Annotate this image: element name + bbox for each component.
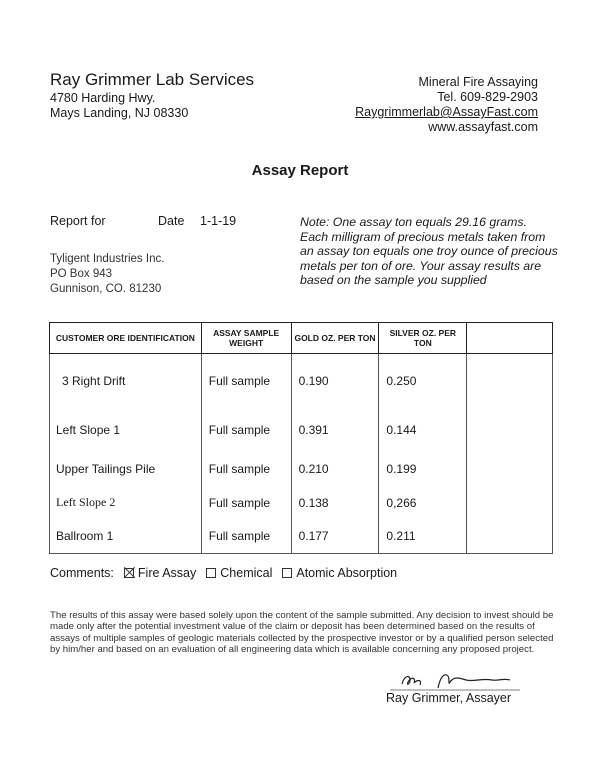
- weight-cell: Full sample: [201, 520, 291, 554]
- table-row: [50, 486, 553, 520]
- blank-cell: [467, 354, 553, 408]
- header-weight: ASSAY SAMPLE WEIGHT: [201, 323, 291, 354]
- weight-cell: Full sample: [201, 452, 291, 486]
- report-title: Assay Report: [251, 162, 349, 179]
- blank-cell: [467, 486, 553, 520]
- weight-cell: Full sample: [201, 408, 291, 452]
- header-ore-id: CUSTOMER ORE IDENTIFICATION: [50, 323, 202, 354]
- website: www.assayfast.com: [428, 120, 538, 134]
- gold-cell: 0.190: [291, 354, 379, 408]
- atomic-absorption-label: Atomic Absorption: [296, 566, 398, 580]
- table-row: [50, 452, 553, 486]
- gold-cell: 0.210: [291, 452, 379, 486]
- chemical-checkbox[interactable]: [206, 568, 216, 578]
- client-name: Tyligent Industries Inc.: [50, 253, 165, 265]
- weight-cell: Full sample: [201, 354, 291, 408]
- silver-cell: 0.250: [379, 354, 467, 408]
- table-header-row: [50, 323, 553, 354]
- fire-assay-label: Fire Assay: [137, 566, 197, 580]
- atomic-absorption-checkbox[interactable]: [282, 568, 292, 578]
- note-text: Note: One assay ton equals 29.16 grams. Each milligram of precious metals taken from an assay ton equals one troy ounce of precious metals per ton of ore. Your assay results are based on the sample you supplied: [300, 215, 558, 287]
- comments-section: [50, 566, 397, 580]
- silver-cell: 0.211: [379, 520, 467, 554]
- report-for-label: Report for: [50, 214, 106, 228]
- ore-id-cell: Left Slope 2: [50, 486, 202, 520]
- client-po-box: PO Box 943: [50, 268, 113, 280]
- service-line: Mineral Fire Assaying: [418, 75, 538, 89]
- ore-id-cell: 3 Right Drift: [50, 354, 202, 408]
- header-blank: [467, 323, 553, 354]
- blank-cell: [467, 520, 553, 554]
- ore-id-cell: Upper Tailings Pile: [50, 452, 202, 486]
- table-row: [50, 354, 553, 408]
- silver-cell: 0.144: [379, 408, 467, 452]
- header-silver: SILVER OZ. PER TON: [379, 323, 467, 354]
- company-city: Mays Landing, NJ 08330: [50, 106, 189, 120]
- table-row: [50, 408, 553, 452]
- date-label: Date: [158, 214, 185, 228]
- silver-cell: 0,266: [379, 486, 467, 520]
- gold-cell: 0.391: [291, 408, 379, 452]
- comments-label: Comments:: [50, 566, 114, 580]
- weight-cell: Full sample: [201, 486, 291, 520]
- email-link[interactable]: Raygrimmerlab@AssayFast.com: [355, 105, 538, 119]
- gold-cell: 0.138: [291, 486, 379, 520]
- gold-cell: 0.177: [291, 520, 379, 554]
- silver-cell: 0.199: [379, 452, 467, 486]
- ore-id-cell: Left Slope 1: [50, 408, 202, 452]
- blank-cell: [467, 408, 553, 452]
- assayer-signature: Ray Grimmer, Assayer: [386, 691, 512, 705]
- client-city: Gunnison, CO. 81230: [50, 283, 162, 295]
- chemical-label: Chemical: [220, 566, 273, 580]
- telephone: Tel. 609-829-2903: [437, 90, 538, 104]
- date-value: 1-1-19: [200, 214, 237, 228]
- fire-assay-checkbox[interactable]: [124, 568, 134, 578]
- disclaimer-text: The results of this assay were based solely upon the content of the sample submitted. Any decision to invest should be made only after the potential investment value of the claim or deposit has been determined based on the results of assays of multiple samples of geologic materials collected by the prospective investor or by a qualified person selected by him/her and based on an evaluation of all engineering data which is available concerning any proposed project.: [50, 610, 554, 656]
- blank-cell: [467, 452, 553, 486]
- assay-results-table: [49, 322, 553, 554]
- table-row: [50, 520, 553, 554]
- company-name: Ray Grimmer Lab Services: [50, 70, 255, 89]
- company-street: 4780 Harding Hwy.: [50, 91, 156, 105]
- header-gold: GOLD OZ. PER TON: [291, 323, 379, 354]
- ore-id-cell: Ballroom 1: [50, 520, 202, 554]
